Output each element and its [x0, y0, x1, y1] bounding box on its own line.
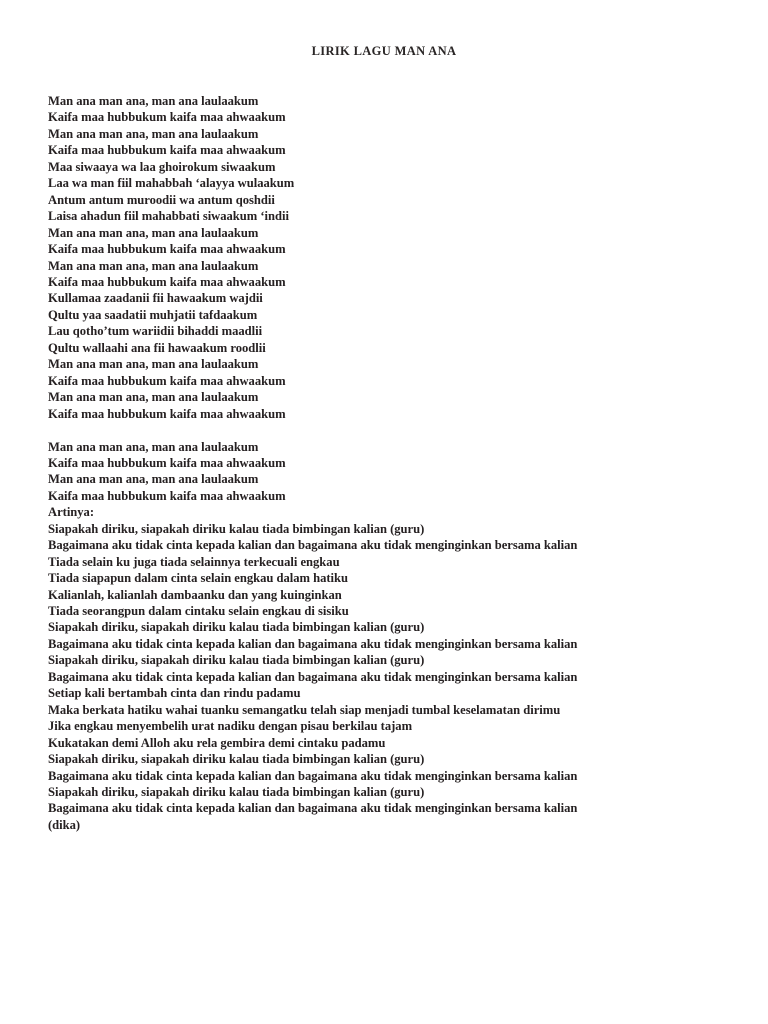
- lyric-line: Kaifa maa hubbukum kaifa maa ahwaakum: [48, 406, 286, 421]
- lyric-line: Kaifa maa hubbukum kaifa maa ahwaakum: [48, 455, 286, 470]
- lyric-line: Siapakah diriku, siapakah diriku kalau tiada bimbingan kalian (guru): [48, 521, 425, 536]
- lyric-line: Kullamaa zaadanii fii hawaakum wajdii: [48, 291, 263, 306]
- lyric-line: Kaifa maa hubbukum kaifa maa ahwaakum: [48, 143, 286, 158]
- lyric-line: Maka berkata hatiku wahai tuanku semangatku telah siap menjadi tumbal keselamatan dirimu: [48, 702, 561, 717]
- lyric-line: Man ana man ana, man ana laulaakum: [48, 258, 259, 273]
- lyric-line: Man ana man ana, man ana laulaakum: [48, 94, 259, 108]
- lyric-line: Man ana man ana, man ana laulaakum: [48, 439, 259, 454]
- lyric-line: Siapakah diriku, siapakah diriku kalau tiada bimbingan kalian (guru): [48, 785, 425, 800]
- lyric-line: Man ana man ana, man ana laulaakum: [48, 390, 259, 405]
- lyric-line: Laisa ahadun fiil mahabbati siwaakum ‘indii: [48, 209, 289, 224]
- lyric-line: Setiap kali bertambah cinta dan rindu padamu: [48, 686, 301, 701]
- lyric-line: Laa wa man fiil mahabbah ‘alayya wulaakum: [48, 176, 295, 191]
- lyric-line: Bagaimana aku tidak cinta kepada kalian dan bagaimana aku tidak menginginkan bersama kalian: [48, 669, 578, 684]
- lyric-line: Kaifa maa hubbukum kaifa maa ahwaakum: [48, 488, 286, 503]
- lyric-line: Tiada selain ku juga tiada selainnya terkecuali engkau: [48, 554, 340, 569]
- lyric-line: Kaifa maa hubbukum kaifa maa ahwaakum: [48, 373, 286, 388]
- lyric-line: Kalianlah, kalianlah dambaanku dan yang kuinginkan: [48, 587, 342, 602]
- lyric-line: Qultu yaa saadatii muhjatii tafdaakum: [48, 307, 258, 322]
- lyric-line: Kaifa maa hubbukum kaifa maa ahwaakum: [48, 242, 286, 257]
- lyric-line: Antum antum muroodii wa antum qoshdii: [48, 192, 275, 207]
- lyric-line: Man ana man ana, man ana laulaakum: [48, 357, 259, 372]
- lyric-line: Maa siwaaya wa laa ghoirokum siwaakum: [48, 159, 276, 174]
- lyric-line: Kaifa maa hubbukum kaifa maa ahwaakum: [48, 274, 286, 289]
- lyric-line: Bagaimana aku tidak cinta kepada kalian dan bagaimana aku tidak menginginkan bersama kalian: [48, 768, 578, 783]
- lyrics-body: [48, 93, 708, 833]
- lyric-line: Lau qotho’tum wariidii bihaddi maadlii: [48, 324, 263, 339]
- lyric-line: Bagaimana aku tidak cinta kepada kalian dan bagaimana aku tidak menginginkan bersama kalian: [48, 538, 578, 553]
- lyric-line: Tiada siapapun dalam cinta selain engkau dalam hatiku: [48, 571, 349, 586]
- lyric-line: Tiada seorangpun dalam cintaku selain engkau di sisiku: [48, 604, 349, 619]
- lyric-line: Siapakah diriku, siapakah diriku kalau tiada bimbingan kalian (guru): [48, 620, 425, 635]
- page-title: LIRIK LAGU MAN ANA: [311, 44, 457, 58]
- lyric-line: Qultu wallaahi ana fii hawaakum roodlii: [48, 340, 266, 355]
- lyric-line-spacer: [48, 422, 708, 438]
- lyric-line: Artinya:: [48, 505, 95, 520]
- lyric-line: Kukatakan demi Alloh aku rela gembira demi cintaku padamu: [48, 735, 386, 750]
- lyric-line: Man ana man ana, man ana laulaakum: [48, 225, 259, 240]
- lyric-line: Bagaimana aku tidak cinta kepada kalian dan bagaimana aku tidak menginginkan bersama kalian: [48, 636, 578, 651]
- lyric-line: (dika): [48, 817, 81, 832]
- lyric-line: Jika engkau menyembelih urat nadiku dengan pisau berkilau tajam: [48, 719, 413, 734]
- lyric-line: Man ana man ana, man ana laulaakum: [48, 472, 259, 487]
- lyric-line: Kaifa maa hubbukum kaifa maa ahwaakum: [48, 110, 286, 125]
- lyric-line: Bagaimana aku tidak cinta kepada kalian dan bagaimana aku tidak menginginkan bersama kalian: [48, 801, 578, 816]
- lyric-line: Siapakah diriku, siapakah diriku kalau tiada bimbingan kalian (guru): [48, 653, 425, 668]
- lyric-line: Man ana man ana, man ana laulaakum: [48, 126, 259, 141]
- lyric-line: Siapakah diriku, siapakah diriku kalau tiada bimbingan kalian (guru): [48, 752, 425, 767]
